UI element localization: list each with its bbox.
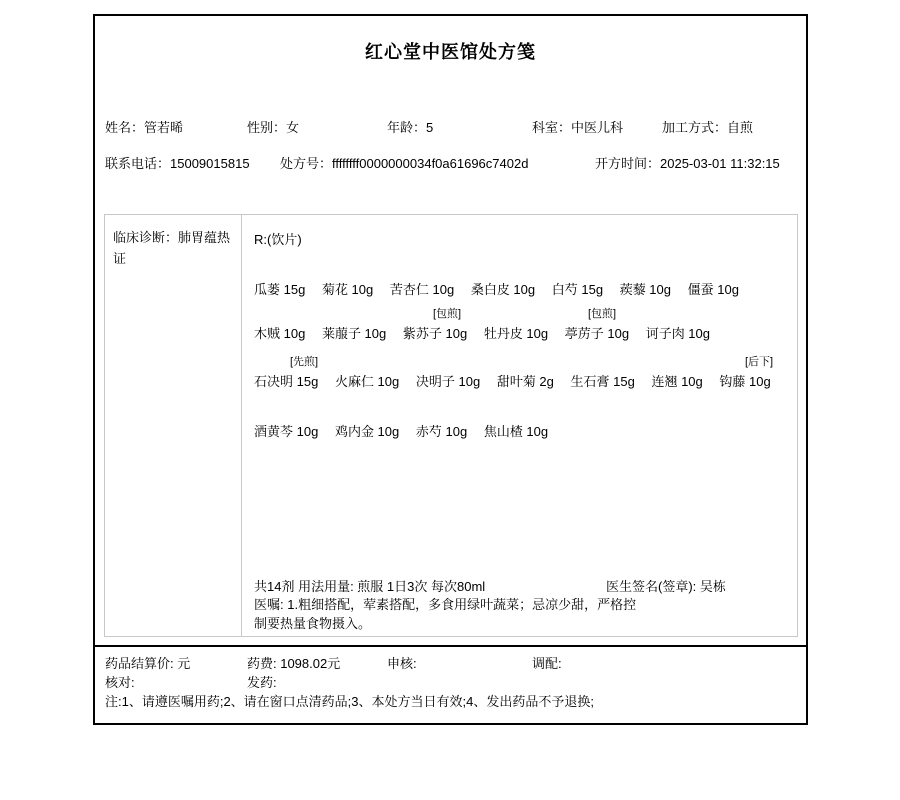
herb-line-2: [254, 323, 723, 342]
herb-line-1: [254, 279, 752, 298]
decoction-tag-baojian: [包煎]: [433, 308, 462, 320]
phone-field: [105, 153, 250, 172]
prescription-table: [104, 214, 798, 637]
herb-item: 决明子 10g: [415, 374, 481, 389]
herb-item: 火麻仁 10g: [334, 374, 400, 389]
herb-item: 木贼 10g: [254, 326, 306, 341]
department-field: [532, 117, 623, 136]
department-value: 中医儿科: [571, 120, 624, 135]
diagnosis-label: 临床诊断：: [113, 230, 179, 245]
patient-name-value: 管若晞: [144, 120, 184, 135]
herb-item: 生石膏 15g: [570, 374, 635, 389]
medical-advice: 医嘱: 1.粗细搭配，荤素搭配，多食用绿叶蔬菜；忌凉少甜，严格控制要热量食物摄入。: [254, 597, 637, 631]
decoction-tag-baojian: [包煎]: [588, 308, 617, 320]
herb-item: 莱菔子 10g: [321, 326, 387, 341]
herb-item: 连翘 10g: [651, 374, 703, 389]
herb-item: 瓜蒌 15g: [254, 282, 306, 297]
footer-divider: [95, 645, 806, 647]
dispense-field: 发药:: [247, 675, 277, 690]
patient-gender-label: 性别：: [247, 120, 287, 135]
rx-time-value: 2025-03-01 11:32:15: [660, 156, 780, 171]
clinical-diagnosis: [105, 215, 242, 636]
herb-item: 菊花 10g: [321, 282, 374, 297]
herb-item: 酒黄芩 10g: [254, 424, 319, 439]
prepare-field: 调配:: [532, 656, 562, 671]
herb-item: 鸡内金 10g: [334, 424, 400, 439]
phone-label: 联系电话：: [105, 156, 171, 171]
herb-item: 诃子肉 10g: [645, 326, 710, 341]
herb-item: 紫苏子 10g: [402, 326, 468, 341]
processing-method-value: 自煎: [727, 120, 754, 135]
patient-name-field: [105, 117, 183, 136]
herb-item: 甜叶菊 2g: [496, 374, 554, 389]
page-title: 红心堂中医馆处方笺: [365, 42, 536, 62]
decoction-tag-xianjian: [先煎]: [290, 356, 319, 368]
herb-item: 钩藤 10g: [719, 374, 771, 389]
diagnosis-value: 肺胃蕴热证: [113, 230, 231, 266]
prescription-sheet: [93, 14, 808, 725]
review-field: 申核:: [387, 656, 417, 671]
department-label: 科室：: [532, 120, 572, 135]
herb-item: 蒺藜 10g: [619, 282, 671, 297]
patient-gender-value: 女: [286, 120, 300, 135]
processing-method-label: 加工方式：: [662, 120, 728, 135]
decoction-tag-row: [254, 305, 797, 319]
herb-item: 僵蚕 10g: [687, 282, 739, 297]
herb-line-4: [254, 421, 561, 440]
patient-age-value: 5: [426, 120, 434, 135]
herb-item: 桑白皮 10g: [470, 282, 536, 297]
patient-age-label: 年龄：: [387, 120, 427, 135]
herb-line-3: [254, 371, 784, 390]
decoction-tag-row: [254, 353, 797, 367]
herb-item: 石决明 15g: [254, 374, 319, 389]
patient-gender-field: [247, 117, 299, 136]
rx-time-label: 开方时间：: [595, 156, 661, 171]
rx-time-field: [595, 153, 780, 172]
usage-row: [254, 576, 789, 595]
herb-item: 苦杏仁 10g: [389, 282, 455, 297]
settle-price-field: 药品结算价: 元: [105, 656, 191, 671]
decoction-tag-houxia: [后下]: [745, 356, 774, 368]
herb-item: 牡丹皮 10g: [483, 326, 549, 341]
herb-item: 葶苈子 10g: [564, 326, 630, 341]
herb-item: 赤芍 10g: [415, 424, 468, 439]
doctor-signature: 医生签名(签章): 吴栋: [606, 579, 726, 594]
rx-number-field: [280, 153, 528, 172]
check-field: 核对:: [105, 675, 135, 690]
rx-number-label: 处方号：: [280, 156, 333, 171]
fee-field: 药费: 1098.02元: [247, 656, 341, 671]
processing-method-field: [662, 117, 753, 136]
phone-value: 15009015815: [170, 156, 250, 171]
footer-note: 注:1、请遵医嘱用药;2、请在窗口点清药品;3、本处方当日有效;4、发出药品不予退换;: [105, 694, 594, 709]
herb-item: 焦山楂 10g: [483, 424, 549, 439]
dosage-info: 共14剂 用法用量: 煎服 1日3次 每次80ml: [254, 579, 486, 594]
rx-header: R:(饮片): [254, 232, 302, 247]
rx-number-value: ffffffff0000000034f0a61696c7402d: [332, 156, 529, 171]
herb-item: 白芍 15g: [551, 282, 604, 297]
prescription-body: [243, 215, 797, 636]
patient-age-field: [387, 117, 433, 136]
patient-name-label: 姓名：: [105, 120, 145, 135]
